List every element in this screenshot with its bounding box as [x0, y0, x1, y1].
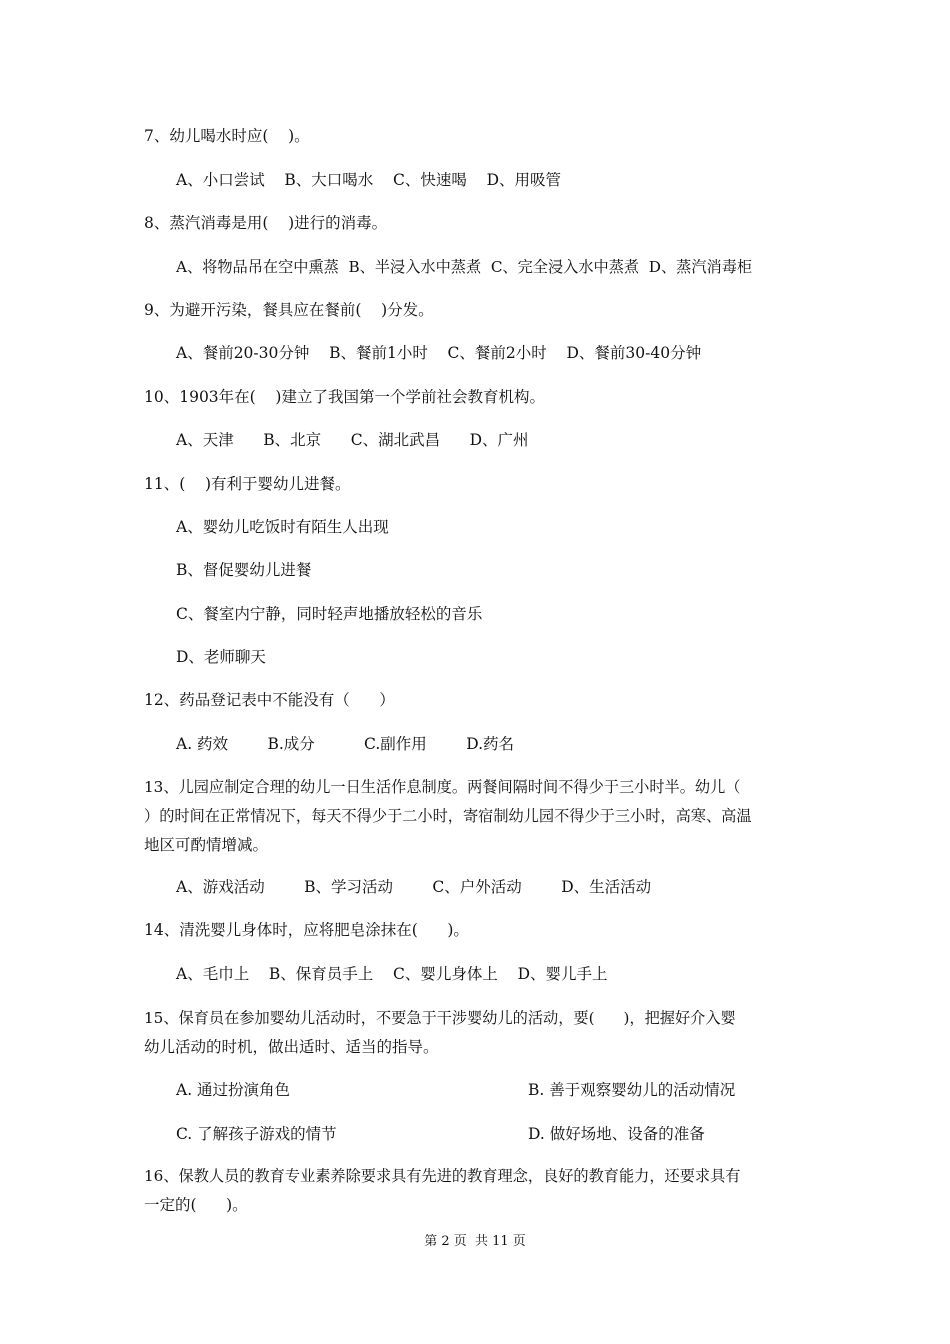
- question-11-option-b: B、督促婴幼儿进餐: [176, 561, 312, 579]
- question-15-option-a: A. 通过扮演角色: [176, 1081, 291, 1099]
- question-15-option-d: D. 做好场地、设备的准备: [528, 1125, 705, 1143]
- question-10-options: A、天津 B、北京 C、湖北武昌 D、广州: [176, 431, 529, 449]
- question-11-option-a: A、婴幼儿吃饭时有陌生人出现: [176, 518, 389, 536]
- question-15-stem-line-2: 幼儿活动的时机，做出适时、适当的指导。: [144, 1038, 439, 1056]
- question-15-option-b: B. 善于观察婴幼儿的活动情况: [528, 1081, 736, 1099]
- question-16-stem-line-1: 16、保教人员的教育专业素养除要求具有先进的教育理念，良好的教育能力，还要求具有: [144, 1167, 741, 1185]
- question-9-options: A、餐前20-30分钟 B、餐前1小时 C、餐前2小时 D、餐前30-40分钟: [176, 344, 702, 362]
- question-15-option-c: C. 了解孩子游戏的情节: [176, 1125, 337, 1143]
- question-11-option-d: D、老师聊天: [176, 648, 266, 666]
- question-12-stem: 12、药品登记表中不能没有（ ）: [144, 691, 395, 709]
- question-15-stem-line-1: 15、保育员在参加婴幼儿活动时，不要急于干涉婴幼儿的活动，要( )，把握好介入婴: [144, 1009, 736, 1027]
- question-11-option-c: C、餐室内宁静，同时轻声地播放轻松的音乐: [176, 605, 483, 623]
- question-16-stem-line-2: 一定的( )。: [144, 1196, 248, 1214]
- question-8-stem: 8、蒸汽消毒是用( )进行的消毒。: [144, 214, 388, 232]
- question-14-options: A、毛巾上 B、保育员手上 C、婴儿身体上 D、婴儿手上: [176, 965, 608, 983]
- question-12-options: A. 药效 B.成分 C.副作用 D.药名: [176, 735, 515, 753]
- question-11-stem: 11、( )有利于婴幼儿进餐。: [144, 475, 351, 493]
- question-13-stem-line-3: 地区可酌情增减。: [144, 836, 269, 854]
- page-number-footer: 第 2 页 共 11 页: [424, 1234, 526, 1249]
- question-13-options: A、游戏活动 B、学习活动 C、户外活动 D、生活活动: [176, 878, 652, 896]
- question-7-options: A、小口尝试 B、大口喝水 C、快速喝 D、用吸管: [176, 171, 561, 189]
- question-14-stem: 14、清洗婴儿身体时，应将肥皂涂抹在( )。: [144, 921, 469, 939]
- question-13-stem-line-1: 13、儿园应制定合理的幼儿一日生活作息制度。两餐间隔时间不得少于三小时半。幼儿（: [144, 778, 741, 796]
- question-8-options: A、将物品吊在空中熏蒸 B、半浸入水中蒸煮 C、完全浸入水中蒸煮 D、蒸汽消毒柜: [176, 258, 753, 276]
- question-13-stem-line-2: ）的时间在正常情况下，每天不得少于二小时，寄宿制幼儿园不得少于三小时，高寒、高温: [144, 807, 752, 825]
- question-9-stem: 9、为避开污染，餐具应在餐前( )分发。: [144, 301, 434, 319]
- question-7-stem: 7、幼儿喝水时应( )。: [144, 127, 310, 145]
- question-10-stem: 10、1903年在( )建立了我国第一个学前社会教育机构。: [144, 388, 545, 406]
